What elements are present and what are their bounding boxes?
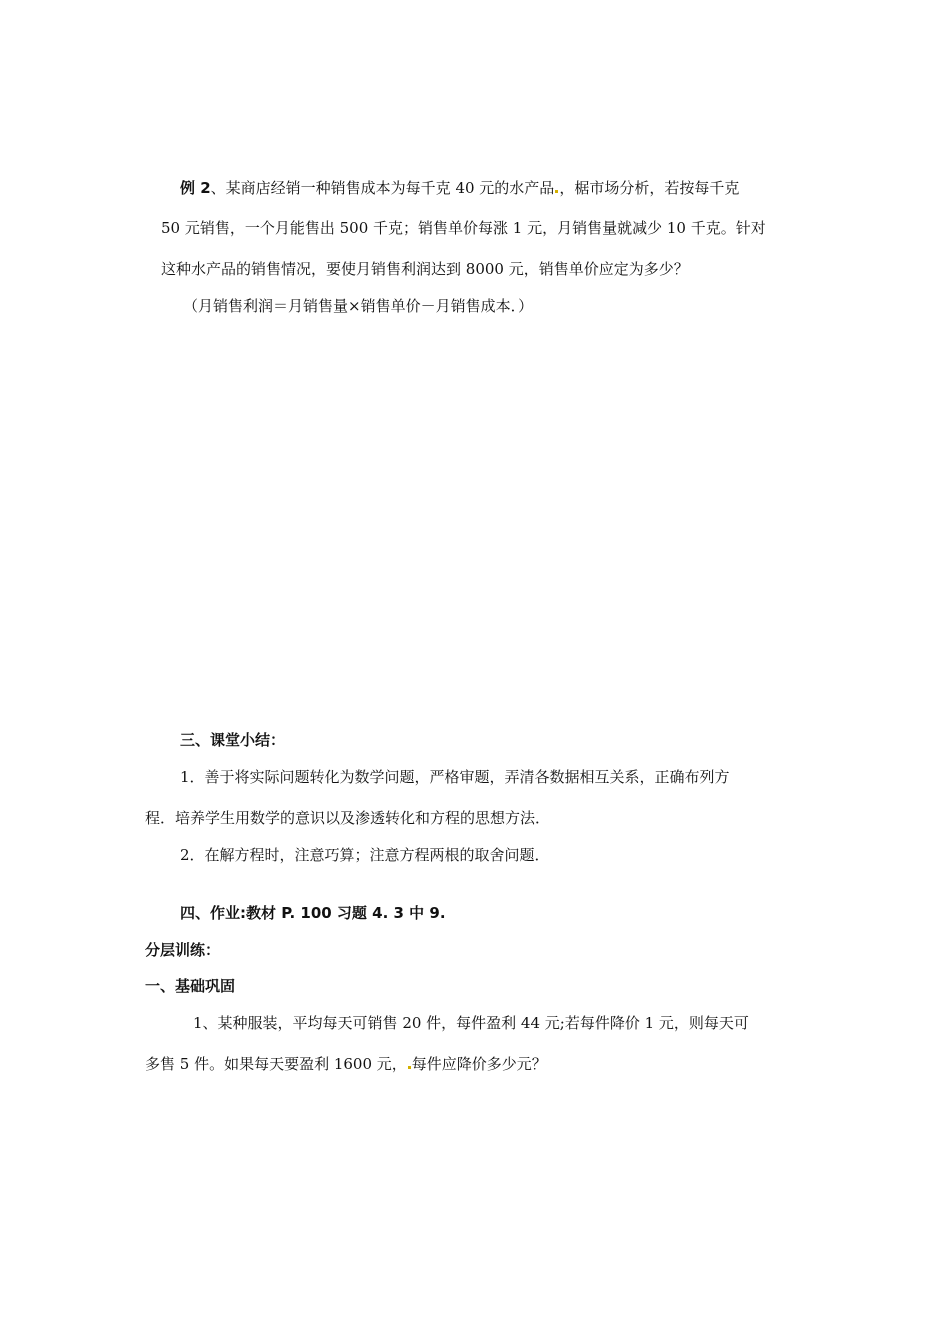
example2-note: （月销售利润＝月销售量×销售单价－月销售成本．） [183, 297, 534, 315]
example2-label: 例 2 [180, 179, 211, 197]
highlight-mark [555, 190, 558, 193]
summary-item2: 2．在解方程时，注意巧算；注意方程两根的取舍问题． [180, 846, 550, 864]
summary-item1-line1: 1．善于将实际问题转化为数学问题，严格审题，弄清各数据相互关系，正确布列方 [180, 768, 730, 786]
example2-line1-text-b: ，椐市场分析，若按每千克 [559, 179, 740, 197]
homework-heading: 四、作业:教材 P. 100 习题 4. 3 中 9. [180, 904, 446, 922]
question1-line2-text-a: 多售 5 件。如果每天要盈利 1600 元， [145, 1055, 407, 1073]
summary-heading: 三、课堂小结： [180, 731, 286, 749]
highlight-mark [408, 1066, 411, 1069]
example2-line1 [180, 178, 739, 198]
question1-line1: 1、某种服装，平均每天可销售 20 件，每件盈利 44 元;若每件降价 1 元，则每天可 [193, 1014, 749, 1032]
example2-line1-text-a: 、某商店经销一种销售成本为每千克 40 元的水产品 [210, 179, 555, 197]
question1-line2-text-b: 每件应降价多少元？ [411, 1055, 547, 1073]
example2-line2: 50 元销售，一个月能售出 500 千克；销售单价每涨 1 元，月销售量就减少 10 千克。针对 [161, 219, 766, 237]
example2-line3: 这种水产品的销售情况，要使月销售利润达到 8000 元，销售单价应定为多少？ [161, 260, 689, 278]
summary-item1-line2: 程．培养学生用数学的意识以及渗透转化和方程的思想方法． [145, 809, 551, 827]
section1-heading: 一、基础巩固 [145, 977, 236, 995]
layered-heading: 分层训练： [145, 941, 221, 959]
question1-line2 [145, 1054, 547, 1074]
